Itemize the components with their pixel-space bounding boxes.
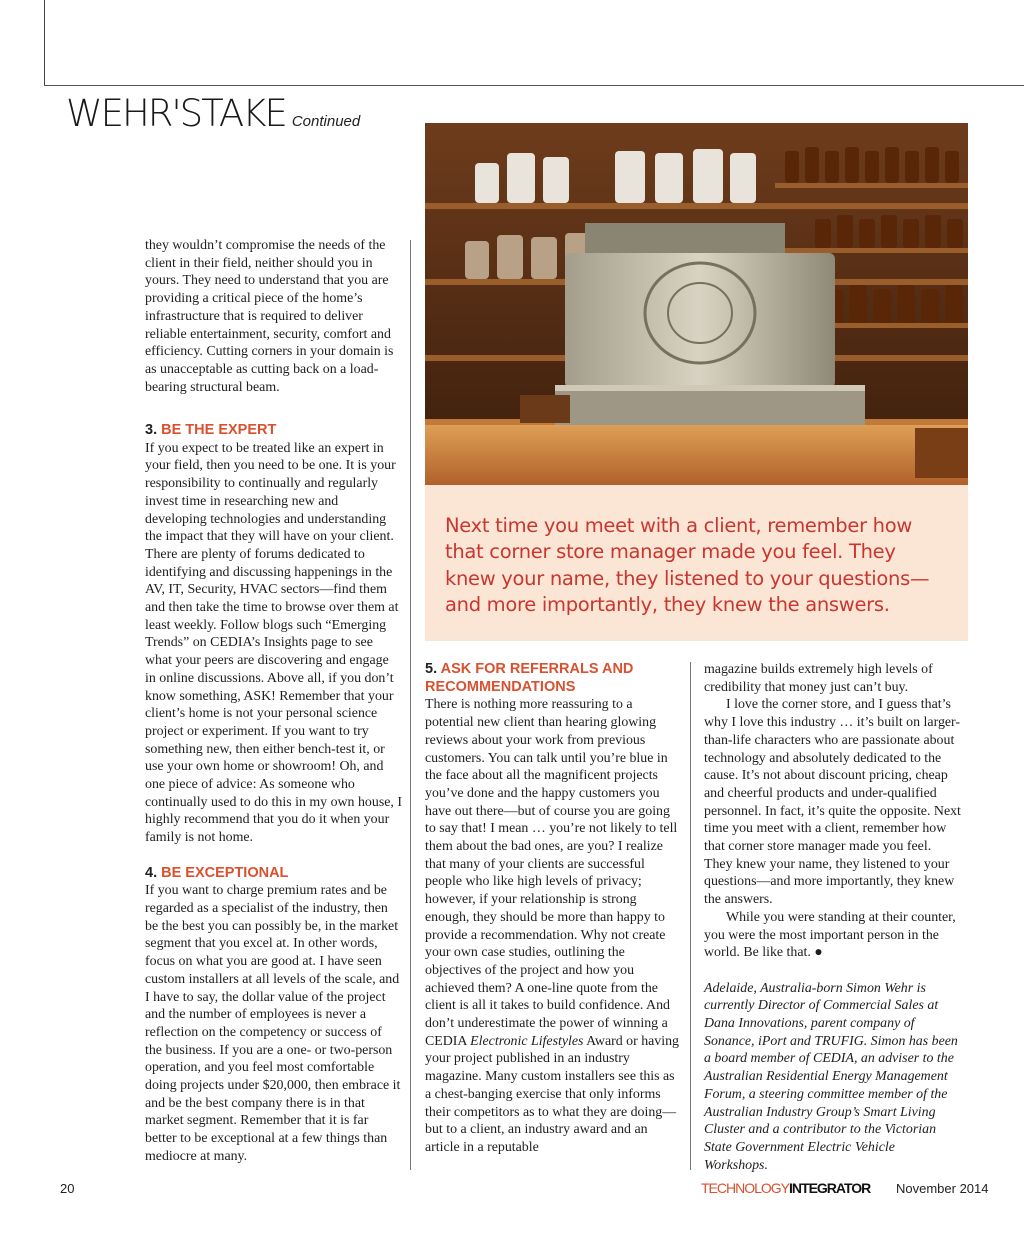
section-3-body: If you expect to be treated like an expert in your field, then you need to be one. It is your responsibility to continually and regularly invest time in researching new and developing technologies and understanding the impact that they will have on your client. There are plenty of forums dedicated to identifying and discussing happenings in the AV, IT, Security, HVAC sectors—find them and then take the time to browse over them at least weekly. Follow blogs such “Emerging Trends” on CEDIA’s Insights page to see what your peers are discovering and engage in online discussions. Above all, if you don’t know something, ASK! Remember that your client’s home is not your personal science project or experiment. If you want to try something new, then either bench-test it, or use your own home or showroom! Oh, and one piece of advice: As someone who continually used to do this in my own house, I highly recommend that you do it when your family is not home. xyxy=(145,440,402,846)
author-bio: Adelaide, Australia-born Simon Wehr is currently Director of Commercial Sales at Dana Innovations, parent company of Sonance, iPort and TRUFIG. Simon has been a board member of CEDIA, an adviser to the Australian Residential Energy Management Forum, a steering committee member of the Australian Industry Group’s Smart Living Cluster and a contributor to the Victorian State Government Electric Vehicle Workshops. xyxy=(704,980,958,1173)
column-divider-2 xyxy=(690,662,691,1170)
column-1 xyxy=(145,237,402,1166)
header-rule xyxy=(44,85,1024,86)
section-4-heading: 4. BE EXCEPTIONAL xyxy=(145,864,289,881)
section-5-body: There is nothing more reassuring to a potential new client than hearing glowing reviews about your work from previous customers. You can talk until you’re blue in the face about all the magnificent projects you’ve done and the happy customers you have out there—but of course you are going to say that! I mean … you’re not likely to tell them about the bad ones, are you? I realize that many of your clients are successful people who like high levels of privacy; however, if your relationship is strong enough, they should be more than happy to provide a recommendation. Why not create your own case studies, outlining the objectives of the project and how you achieved them? A one-line quote from the client is all it takes to build confidence. And don’t underestimate the power of winning a CEDIA Electronic Lifestyles Award or having your project published in an industry magazine. Many custom installers see this as a chest-banging exercise that only informs their competitors as to what they are doing—but to a client, an industry award and an article in a reputable xyxy=(425,697,680,1155)
section-4-body: If you want to charge premium rates and be regarded as a specialist of the industry, then be the best you can possibly be, in the market segment that you excel at. In other words, focus on what you are good at. I have seen custom installers at all levels of the scale, and I have to say, the dollar value of the project and the number of employees is never a reflection on the competency or success of the business. If you are a one- or two-person operation, and you feel most comfortable doing projects under $20,000, then embrace it and be the best company there is in that market segment. Remember that it is far better to be exceptional at a few things than mediocre at many. xyxy=(145,883,401,1164)
section-header xyxy=(66,92,360,135)
section-title: WEHR'STAKE xyxy=(66,92,286,135)
top-left-vertical-rule xyxy=(44,0,45,86)
column-3-paragraph-2: I love the corner store, and I guess that’s why I love this industry … it’s built on larger-than-life characters who are passionate about technology and absolutely dedicated to the cause. It’s not about discount pricing, cheap and cheerful products and under-qualified personnel. In fact, it’s quite the opposite. Next time you meet with a client, remember how that corner store manager made you feel. They knew your name, they listened to your questions—and more importantly, they knew the answers. xyxy=(704,697,961,908)
section-5-heading: 5. ASK FOR REFERRALS AND RECOMMENDATIONS xyxy=(425,661,634,695)
column-3 xyxy=(704,661,962,1174)
page-number: 20 xyxy=(60,1181,75,1196)
pull-quote xyxy=(425,485,968,641)
publication-logo: TECHNOLOGYINTEGRATOR xyxy=(701,1180,871,1196)
pull-quote-text: Next time you meet with a client, remember how that corner store manager made you feel. They knew your name, they listened to your questions—and more importantly, they knew the answers. xyxy=(445,514,930,616)
column-2 xyxy=(425,661,681,1157)
column-3-paragraph-3: While you were standing at their counter, you were the most important person in the world. Be like that. ● xyxy=(704,909,956,961)
column-3-paragraph-1: magazine builds extremely high levels of credibility that money just can’t buy. xyxy=(704,662,933,695)
cash-register-photo xyxy=(425,123,968,485)
intro-paragraph: they wouldn’t compromise the needs of the client in their field, neither should you in yours. They need to understand that you are providing a critical piece of the home’s infrastructure that is required to deliver reliable entertainment, security, comfort and efficiency. Cutting corners in your domain is as unacceptable as cutting back on a load-bearing structural beam. xyxy=(145,238,394,395)
section-subtitle: Continued xyxy=(291,113,361,130)
column-divider-1 xyxy=(410,240,411,1170)
section-3-heading: 3. BE THE EXPERT xyxy=(145,422,277,439)
page-footer xyxy=(0,1181,1024,1201)
issue-date: November 2014 xyxy=(896,1181,989,1196)
